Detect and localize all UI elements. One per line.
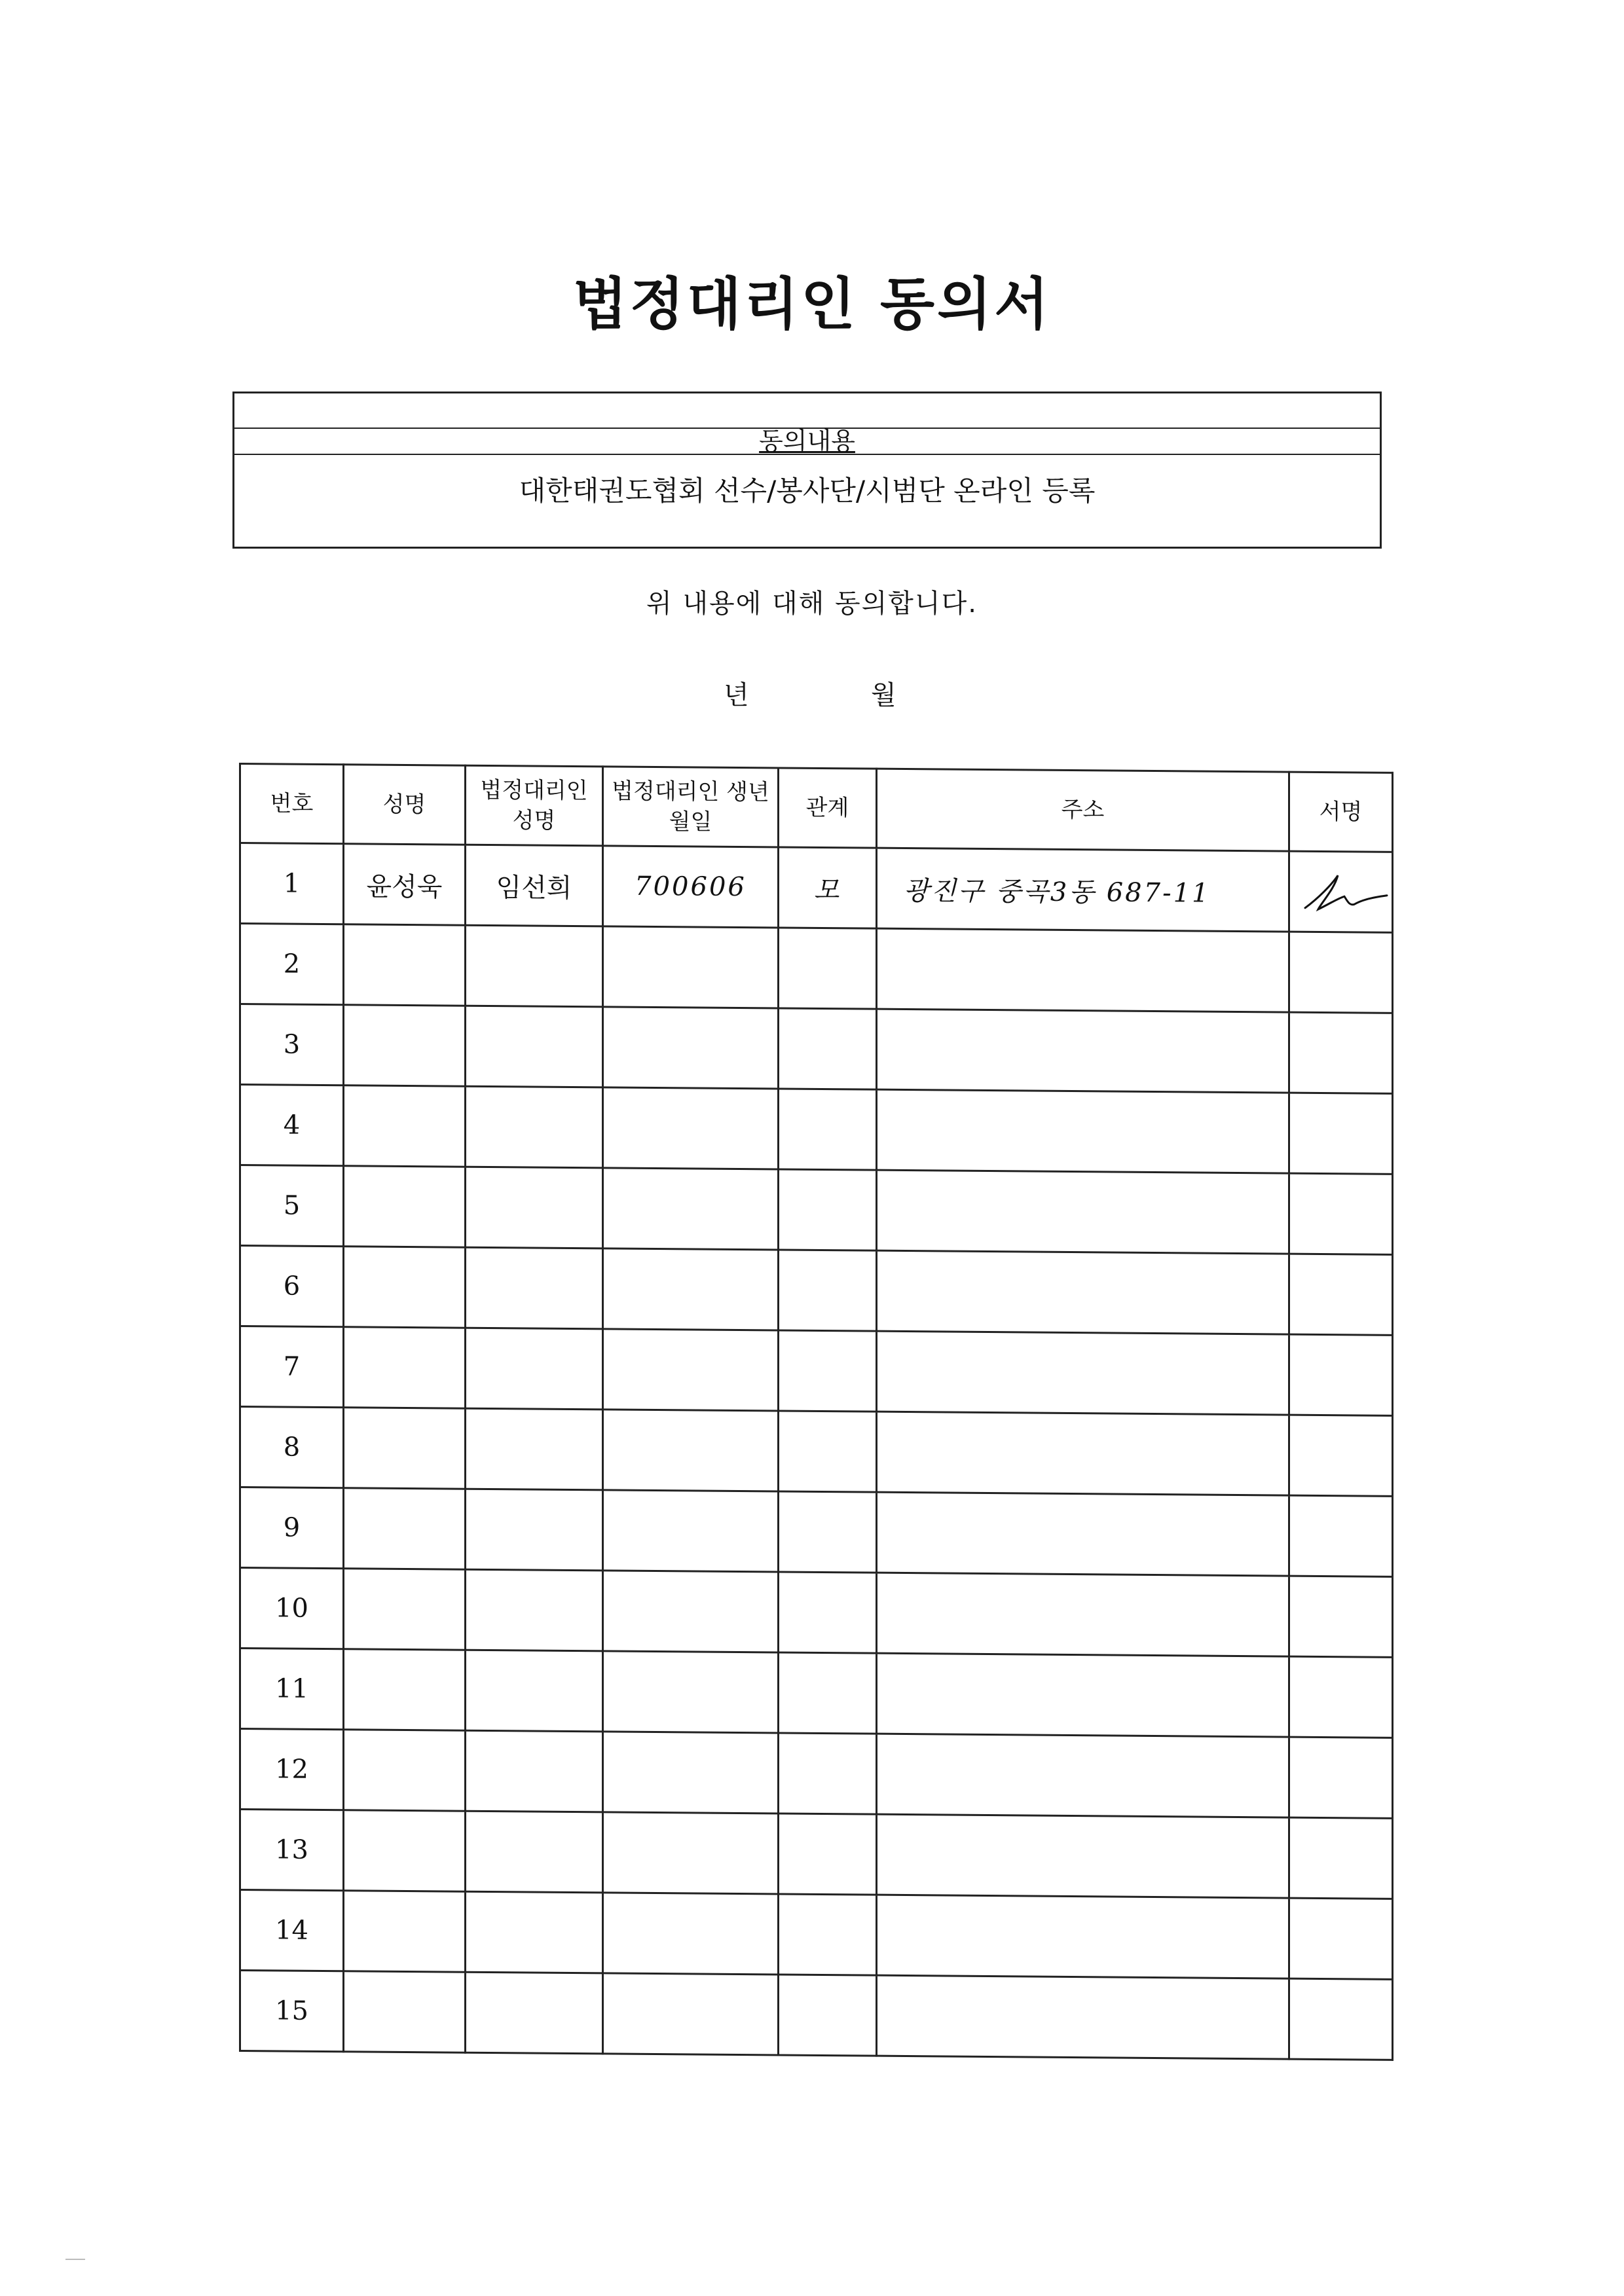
cell-guardian-birth xyxy=(603,1651,779,1733)
cell-guardian-birth xyxy=(603,1410,779,1491)
table-row xyxy=(240,1568,1393,1658)
table-row xyxy=(240,1487,1393,1577)
table-row xyxy=(240,1004,1393,1094)
cell-name xyxy=(344,1488,466,1569)
cell-signature xyxy=(1289,1012,1393,1093)
cell-relation xyxy=(779,1330,877,1412)
cell-address xyxy=(877,1331,1289,1415)
consent-header-label: 동의내용 xyxy=(759,427,855,456)
cell-guardian-name xyxy=(466,925,603,1007)
row-number: 3 xyxy=(240,1004,344,1085)
row-number: 13 xyxy=(240,1810,344,1891)
cell-guardian-birth xyxy=(603,1087,779,1169)
cell-name xyxy=(344,1569,466,1650)
table-row xyxy=(240,1810,1393,1899)
cell-address xyxy=(877,1895,1289,1978)
cell-guardian-name xyxy=(466,1167,603,1248)
cell-name xyxy=(344,1891,466,1972)
cell-name xyxy=(344,1247,466,1328)
table-row xyxy=(240,1246,1393,1336)
table-body xyxy=(240,843,1393,2060)
cell-relation xyxy=(779,1491,877,1573)
header-no: 번호 xyxy=(240,764,344,844)
row-number: 10 xyxy=(240,1568,344,1649)
cell-guardian-birth xyxy=(603,1168,779,1250)
cell-signature xyxy=(1289,851,1393,932)
cell-relation xyxy=(779,1572,877,1653)
cell-guardian-name xyxy=(466,1408,603,1490)
cell-relation: 모 xyxy=(779,847,877,928)
header-guardian-birth: 법정대리인 생년월일 xyxy=(603,767,779,847)
table-row xyxy=(240,1326,1393,1416)
table-row xyxy=(240,924,1393,1013)
cell-guardian-name xyxy=(466,1569,603,1651)
row-number: 12 xyxy=(240,1729,344,1810)
cell-name xyxy=(344,1730,466,1811)
cell-address: 광진구 중곡3동 687-11 xyxy=(877,848,1289,932)
header-guardian-name: 법정대리인 성명 xyxy=(466,765,603,846)
cell-name xyxy=(344,1327,466,1408)
cell-guardian-birth xyxy=(603,1007,779,1089)
cell-relation xyxy=(779,1733,877,1814)
cell-guardian-name xyxy=(466,1006,603,1087)
cell-guardian-name xyxy=(466,1328,603,1410)
row-number: 15 xyxy=(240,1971,344,2052)
row-number: 1 xyxy=(240,843,344,924)
header-name: 성명 xyxy=(344,765,466,845)
cell-guardian-name xyxy=(466,1489,603,1571)
cell-address xyxy=(877,1734,1289,1817)
consent-header xyxy=(234,429,1380,455)
cell-address xyxy=(877,1653,1289,1737)
date-month-label: 월 xyxy=(871,680,896,710)
cell-guardian-birth xyxy=(603,1973,779,2055)
cell-relation xyxy=(779,1169,877,1250)
table-row xyxy=(240,1165,1393,1255)
consent-top-band xyxy=(234,393,1380,429)
cell-guardian-birth xyxy=(603,1893,779,1975)
cell-name xyxy=(344,1971,466,2052)
cell-signature xyxy=(1289,1576,1393,1657)
table-row xyxy=(240,843,1393,933)
cell-relation xyxy=(779,1975,877,2056)
row-number: 9 xyxy=(240,1487,344,1569)
header-signature: 서명 xyxy=(1289,772,1393,852)
cell-name xyxy=(344,1408,466,1489)
cell-guardian-birth xyxy=(603,926,779,1008)
cell-address xyxy=(877,1412,1289,1495)
table-row xyxy=(240,1890,1393,1980)
cell-address xyxy=(877,1573,1289,1656)
cell-address xyxy=(877,1814,1289,1898)
cell-guardian-birth xyxy=(603,1248,779,1330)
cell-address xyxy=(877,1089,1289,1173)
cell-name xyxy=(344,1810,466,1891)
cell-guardian-name xyxy=(466,1086,603,1168)
cell-name xyxy=(344,1005,466,1086)
table-row xyxy=(240,1971,1393,2060)
cell-address xyxy=(877,1009,1289,1093)
cell-relation xyxy=(779,1008,877,1089)
row-number: 5 xyxy=(240,1165,344,1247)
cell-signature xyxy=(1289,932,1393,1013)
cell-name: 윤성욱 xyxy=(344,844,466,925)
cell-address xyxy=(877,1170,1289,1254)
cell-signature xyxy=(1289,1656,1393,1738)
date-year-label: 년 xyxy=(724,680,749,710)
cell-address xyxy=(877,928,1289,1012)
cell-guardian-birth xyxy=(603,1490,779,1572)
cell-signature xyxy=(1289,1334,1393,1415)
cell-guardian-name xyxy=(466,1730,603,1812)
table-row xyxy=(240,1085,1393,1175)
row-number: 2 xyxy=(240,924,344,1005)
cell-address xyxy=(877,1492,1289,1576)
cell-signature xyxy=(1289,1495,1393,1576)
handwritten-signature xyxy=(1292,862,1390,922)
cell-guardian-birth xyxy=(603,1812,779,1894)
cell-guardian-name xyxy=(466,1247,603,1329)
cell-guardian-birth xyxy=(603,1732,779,1813)
table-row xyxy=(240,1407,1393,1497)
row-number: 14 xyxy=(240,1890,344,1971)
cell-signature xyxy=(1289,1415,1393,1496)
cell-relation xyxy=(779,1250,877,1331)
table-row xyxy=(240,1649,1393,1738)
cell-name xyxy=(344,1085,466,1167)
cell-name xyxy=(344,924,466,1006)
cell-relation xyxy=(779,928,877,1009)
cell-signature xyxy=(1289,1254,1393,1335)
cell-relation xyxy=(779,1813,877,1895)
header-relation: 관계 xyxy=(779,768,877,848)
consent-box xyxy=(232,392,1382,549)
cell-guardian-name xyxy=(466,1650,603,1732)
cell-address xyxy=(877,1250,1289,1334)
cell-relation xyxy=(779,1652,877,1734)
cell-address xyxy=(877,1975,1289,2059)
row-number: 8 xyxy=(240,1407,344,1488)
table-row xyxy=(240,1729,1393,1819)
cell-relation xyxy=(779,1411,877,1492)
cell-signature xyxy=(1289,1093,1393,1174)
cell-guardian-name xyxy=(466,1972,603,2054)
header-address: 주소 xyxy=(877,769,1289,851)
table-header-row xyxy=(240,764,1393,852)
cell-relation xyxy=(779,1894,877,1975)
document-title: 법정대리인 동의서 xyxy=(572,271,1052,337)
cell-signature xyxy=(1289,1978,1393,2060)
row-number: 11 xyxy=(240,1649,344,1730)
cell-guardian-name: 임선희 xyxy=(466,845,603,926)
cell-relation xyxy=(779,1089,877,1170)
row-number: 4 xyxy=(240,1085,344,1166)
cell-signature xyxy=(1289,1737,1393,1818)
consent-content: 대한태권도협회 선수/봉사단/시범단 온라인 등록 xyxy=(519,475,1096,507)
agreement-statement: 위 내용에 대해 동의합니다. xyxy=(646,589,978,619)
scan-mark xyxy=(65,2259,85,2260)
cell-name xyxy=(344,1166,466,1247)
cell-name xyxy=(344,1649,466,1730)
cell-guardian-name xyxy=(466,1891,603,1973)
row-number: 7 xyxy=(240,1326,344,1408)
cell-signature xyxy=(1289,1898,1393,1979)
row-number: 6 xyxy=(240,1246,344,1327)
cell-signature xyxy=(1289,1173,1393,1254)
cell-guardian-birth xyxy=(603,1329,779,1411)
cell-guardian-birth: 700606 xyxy=(603,846,779,928)
cell-signature xyxy=(1289,1817,1393,1899)
cell-guardian-birth xyxy=(603,1571,779,1652)
cell-guardian-name xyxy=(466,1811,603,1893)
registration-table xyxy=(239,763,1393,2061)
